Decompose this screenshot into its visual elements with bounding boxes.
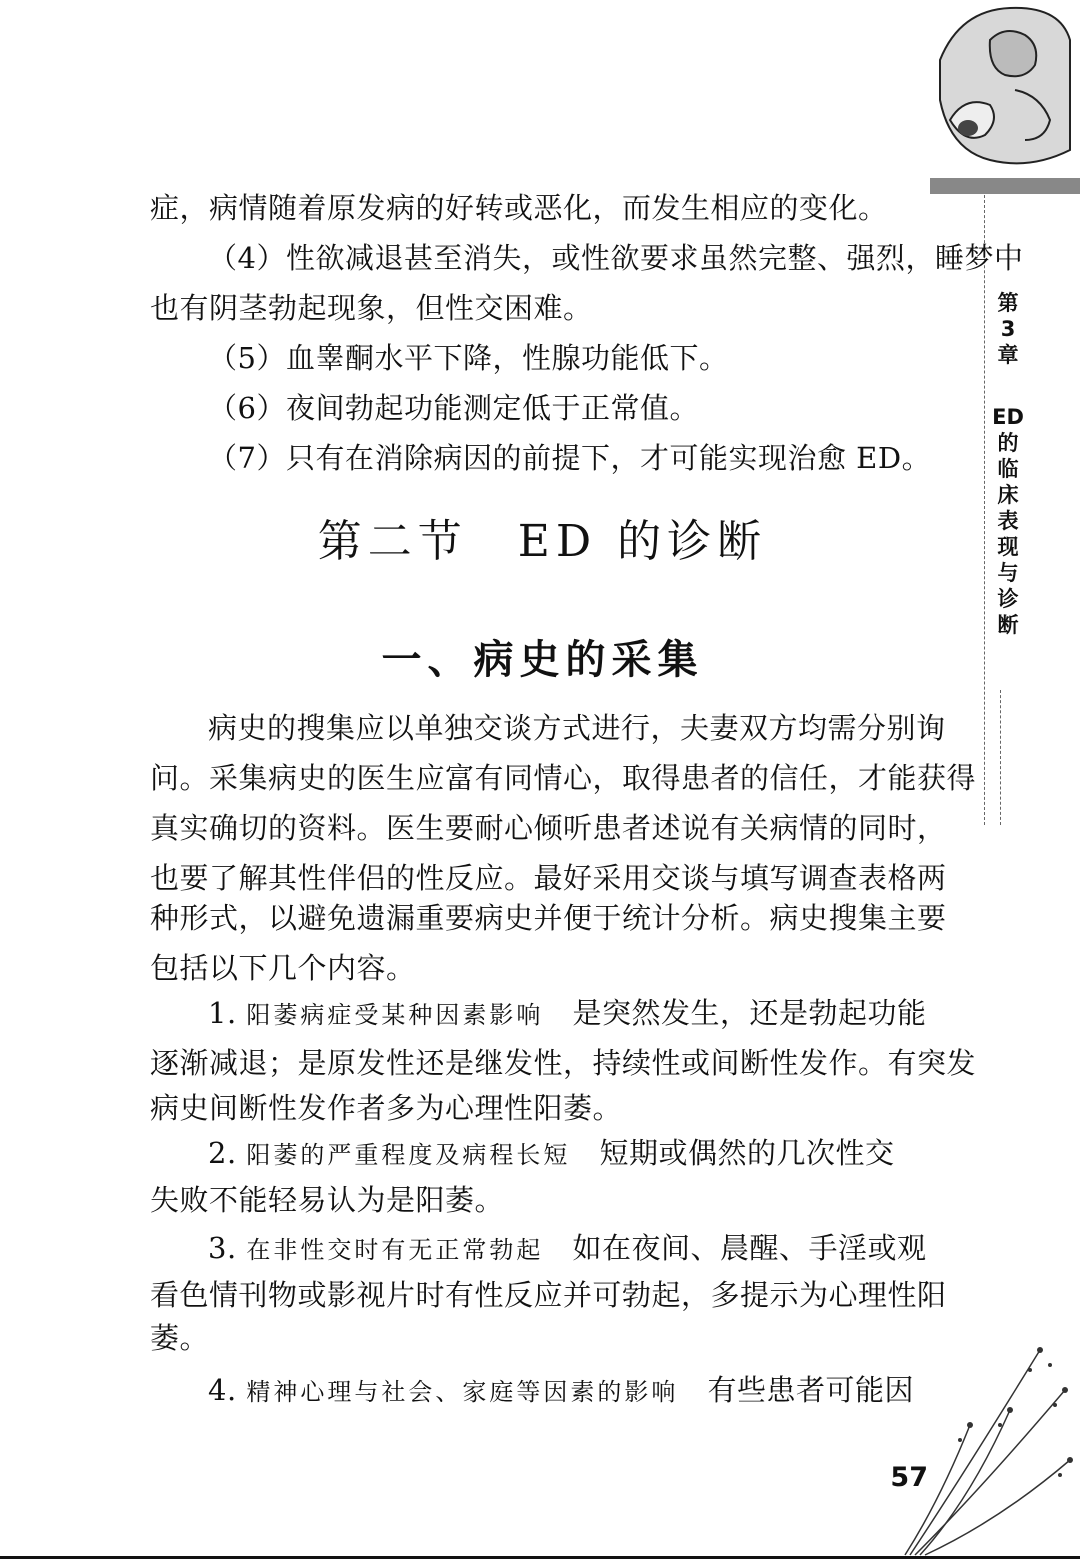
list-text: 有些患者可能因 — [707, 1373, 915, 1407]
section-title: 第二节 ED 的诊断 — [317, 516, 768, 567]
tab-char: 临 — [997, 457, 1019, 481]
list-item-heading — [150, 1223, 935, 1273]
tab-char: 现 — [997, 535, 1019, 559]
tab-char: 断 — [997, 613, 1019, 637]
text-line: 萎。 — [150, 1321, 210, 1355]
margin-dashed-rule — [984, 195, 985, 825]
list-item-heading — [150, 1128, 935, 1178]
text-line: 逐渐减退；是原发性还是继发性，持续性或间断性发作。有突发 — [150, 1046, 977, 1080]
text-line: 看色情刊物或影视片时有性反应并可勃起，多提示为心理性阳 — [150, 1278, 947, 1312]
text-line: （4）性欲减退甚至消失，或性欲要求虽然完整、强烈，睡梦中 — [208, 241, 1024, 275]
tab-char: 章 — [997, 343, 1019, 367]
text-line: （6）夜间勃起功能测定低于正常值。 — [208, 391, 699, 425]
subsection-title: 一、病史的采集 — [381, 637, 704, 683]
text-line: 症，病情随着原发病的好转或恶化，而发生相应的变化。 — [150, 191, 888, 225]
margin-dashed-rule — [1000, 690, 1001, 825]
text-line: 包括以下几个内容。 — [150, 951, 416, 985]
list-number: 1. — [208, 996, 237, 1030]
text-line: （7）只有在消除病因的前提下，才可能实现治愈 ED。 — [208, 441, 932, 475]
list-lead-text: 阳萎病症受某种因素影响 — [246, 1001, 544, 1029]
tab-char: 床 — [997, 483, 1019, 507]
list-lead-text: 阳萎的严重程度及病程长短 — [246, 1141, 571, 1169]
text-line: 真实确切的资料。医生要耐心倾听患者述说有关病情的同时， — [150, 811, 947, 845]
list-lead-text: 在非性交时有无正常勃起 — [246, 1236, 544, 1264]
list-number: 4. — [208, 1373, 237, 1407]
text-line: （5）血睾酮水平下降，性腺功能低下。 — [208, 341, 729, 375]
tab-char: 诊 — [997, 587, 1019, 611]
list-item-heading — [150, 988, 935, 1038]
text-line: 种形式，以避免遗漏重要病史并便于统计分析。病史搜集主要 — [150, 901, 947, 935]
list-text: 如在夜间、晨醒、手淫或观 — [572, 1231, 927, 1265]
list-number: 2. — [208, 1136, 237, 1170]
tab-char: 表 — [997, 509, 1019, 533]
bottom-rule — [0, 1556, 1080, 1559]
list-lead-text: 精神心理与社会、家庭等因素的影响 — [246, 1378, 679, 1406]
text-line: 病史的搜集应以单独交谈方式进行，夫妻双方均需分别询 — [208, 711, 946, 745]
list-text: 短期或偶然的几次性交 — [599, 1136, 895, 1170]
floral-decoration — [900, 1330, 1080, 1560]
page-number: 57 — [890, 1462, 928, 1493]
chapter-ornament-illustration — [930, 0, 1080, 200]
text-line: 也要了解其性伴侣的性反应。最好采用交谈与填写调查表格两 — [150, 861, 947, 895]
tab-char: 的 — [997, 431, 1019, 455]
tab-char: 与 — [997, 561, 1019, 585]
chapter-side-tab — [986, 290, 1030, 638]
text-line: 也有阴茎勃起现象，但性交困难。 — [150, 291, 593, 325]
tab-char: 第 — [997, 291, 1019, 315]
tab-char: ED — [992, 405, 1024, 429]
text-line: 病史间断性发作者多为心理性阳萎。 — [150, 1091, 623, 1125]
list-item-heading — [150, 1365, 935, 1415]
text-line: 问。采集病史的医生应富有同情心，取得患者的信任，才能获得 — [150, 761, 977, 795]
list-number: 3. — [208, 1231, 237, 1265]
list-text: 是突然发生，还是勃起功能 — [572, 996, 927, 1030]
text-line: 失败不能轻易认为是阳萎。 — [150, 1183, 505, 1217]
tab-char: 3 — [1000, 317, 1016, 341]
